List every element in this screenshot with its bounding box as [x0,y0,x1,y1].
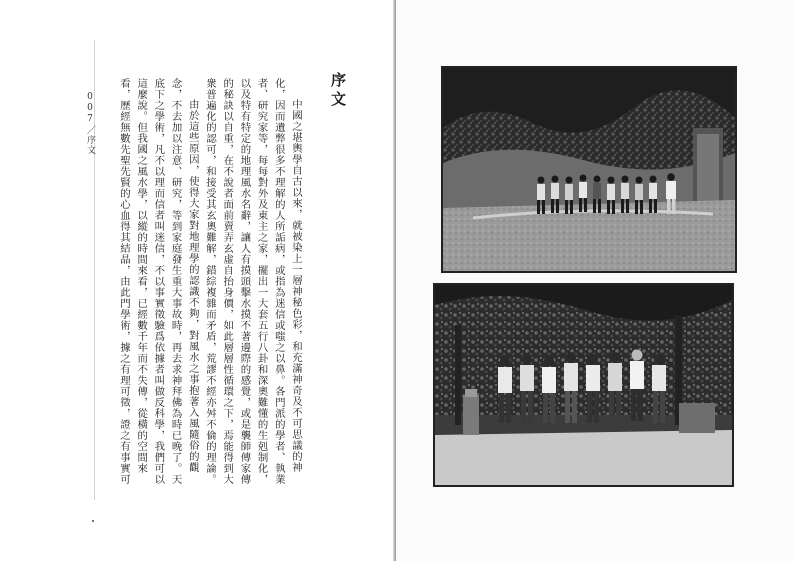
photo-group-trees-image [435,285,732,485]
photo-group-tomb [441,66,737,273]
photo-group-tomb-image [443,68,735,271]
paragraph-1: 中國之堪輿學自古以來，就被染上一層神秘色彩，和充滿神奇及不可思議的神化，因而遺弊很多不理解的人所詬病，或指為迷信或嗤之以鼻。各門派的學者、執業者、研究家等，每每對外及東主之家，擺出一大套五行八卦和深奧難懂的生剋制化，以及特有特定的地理風水名辭，讓人有摸頭擊水摸不著邊際的感覺，或是襲師傳家傳的秘訣以自重，在不說者面前賣弄玄虛自抬身價，如此層層性循環之下，焉能得到大衆普遍化的認可，和接受其玄奧難解，錯綜複雜而矛盾，荒謬不經亦舛不倫的理論。 [203,78,302,485]
folio: 007／序文 [85,92,95,155]
scan-speck [92,520,94,522]
preface-body [118,78,304,488]
page-title: 序文 [329,72,347,110]
paragraph-2: 由於這些原因，使得大家對地理學的認識不夠，對風水之事抱著入風隨俗的觀念，不去加以注意、研究，等到家庭發生重大事故時，再去求神拜佛為時已晚了。天底下之學術，凡不以理而信者叫迷信，不以事實徵驗爲依據者叫做反科學，我們可以這麼說。但我國之風水學，以縱的時間來看，已經數千年而不失傳，從橫的空間來看，歷經無數先聖先賢的心血得其結晶，由此門學術，據之有理可徵，證之有事實可 [118,78,199,485]
photo-group-trees [433,283,734,487]
left-page [0,0,396,561]
